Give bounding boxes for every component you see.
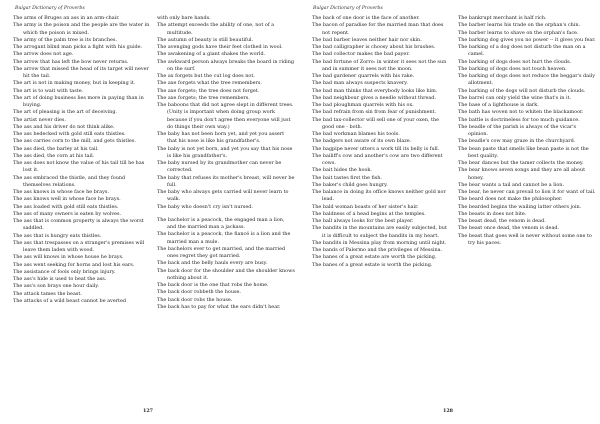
proverb-entry: The barking of dogs does not hurt the clouds. xyxy=(458,58,572,65)
proverb-entry: The ass bedecked with gold still eats thistles. xyxy=(13,131,126,137)
proverb-entry: The arrogant blind man picks a fight with his guide. xyxy=(13,44,143,50)
proverb-entry: The awakening of a giant shakes the world. xyxy=(157,51,266,58)
proverb-entry: The bandits in Messina play from morning until night. xyxy=(312,239,447,246)
proverb-entry: The back and the belly hauls every are busy. xyxy=(157,260,268,267)
proverb-entry: The arrow that has left the bow never returns. xyxy=(13,58,129,65)
proverb-entry: The beard does not make the philosopher. xyxy=(458,196,563,203)
proverb-entry: The ass knows in whose face he brays. xyxy=(13,189,109,195)
proverb-entry: The bad tax-collector will sell one of your oxen, the good one - both. xyxy=(312,116,440,130)
proverb-entry: The baby who doesn't cry isn't nursed. xyxy=(157,203,253,210)
proverb-entry: The bean paste that smells like bean paste is not the best quality. xyxy=(458,145,589,159)
proverb-entry: The baker's child goes hungry. xyxy=(312,181,388,188)
proverb-entry: The bailiff's cow and another's cow are two different cows. xyxy=(312,152,443,166)
proverb-entry: The bands of Palermo and the privileges of Messina. xyxy=(312,247,443,253)
proverb-entry: The ass embraced the thistle, and they found themselves relations. xyxy=(13,174,126,188)
proverb-entry: The beast that goes well is never without some one to try his paces. xyxy=(458,232,592,246)
proverb-entry: The autumn of beauty is still beautiful. xyxy=(157,36,254,43)
page-number: 128 xyxy=(443,408,454,414)
proverb-entry: The beast dead, the venom is dead. xyxy=(458,218,546,224)
proverb-entry: The attack tames the beast. xyxy=(13,290,82,297)
proverb-entry: The barking of the dogs will not disturb the clouds. xyxy=(458,87,586,94)
proverb-entry: The baboons that did not agree slept in different trees. (Unity is important when doing group work because if you don't agree then everyone will just do things their own way.) xyxy=(157,102,294,130)
proverb-entry: The avenging gods have their feet clothed in wool. xyxy=(157,44,283,50)
proverb-entry: The bad ploughman quarrels with his ox. xyxy=(312,102,414,108)
proverb-entry: The axe forgets; the tree does not forget. xyxy=(157,87,260,94)
proverb-entry: The ass does not know the value of his tail till he has lost it. xyxy=(13,160,145,174)
proverb-entry: The attacks of a wild beast cannot be averted xyxy=(13,297,127,304)
proverb-entry: The bachelor is a peacock, the fiancé is a lion and the married man a mule. xyxy=(157,231,291,245)
proverb-entry: The bald woman boasts of her sister's hair. xyxy=(312,203,419,210)
proverb-entry: The arms of Bruges an ass in an arm-chair. xyxy=(13,15,120,21)
proverb-entry: The back door for the shoulder and the shoulder knows nothing about it. xyxy=(157,267,295,281)
right-page xyxy=(300,0,600,424)
proverb-entry: The bear, he never can prevail to lion it for want of tail. xyxy=(458,189,596,195)
proverb-entry: The art of doing business lies more in paying than in buying. xyxy=(13,94,144,108)
proverb-entry: The ass died, the corn at his tail. xyxy=(13,152,95,159)
proverb-entry: The bandits in the mountains are easily subjected, but it is difficult to subject the bandits in my heart. xyxy=(312,225,447,239)
proverb-entry: The ass's hide is used to beat the ass. xyxy=(13,276,107,282)
proverb-entry: The ass died, the barley at his tail. xyxy=(13,145,99,152)
proverb-entry: The back door robs the house. xyxy=(157,296,233,303)
page-number: 127 xyxy=(143,408,154,414)
proverb-entry: The barking of dogs does not touch heaven. xyxy=(458,65,567,72)
right-page-column-1 xyxy=(312,15,450,269)
proverb-entry: The back of one door is the face of another. xyxy=(312,15,420,21)
proverb-entry: The back has to pay for what the ears didn't hear. xyxy=(157,303,281,310)
proverb-entry: The bait tastes first the fish. xyxy=(312,174,382,181)
proverb-entry: The barber learns his trade on the orphan's chin. xyxy=(458,22,581,29)
proverb-entry: The back door is the one that robs the home. xyxy=(157,282,269,288)
proverb-entry: The attempt exceeds the ability of one, not of a multitude. xyxy=(157,22,275,36)
proverb-entry: The arrow that missed the head of its target will never hit the tail. xyxy=(13,65,149,79)
proverb-entry: The barrel can only yield the wine that's in it. xyxy=(458,94,572,101)
left-page-column-1 xyxy=(13,15,151,305)
proverb-entry: The ass that is hungry eats thistles. xyxy=(13,232,102,239)
proverb-entry: The bad collector makes the bad payer. xyxy=(312,51,410,58)
proverb-entry: The ass that is common property is always the worst saddled. xyxy=(13,218,144,232)
proverb-entry: The ass went seeking for horns and lost his ears. xyxy=(13,261,135,268)
proverb-entry: The beast once dead, the venom is dead. xyxy=(458,225,560,232)
proverb-entry: The banes of a great estate are worth the picking. xyxy=(312,254,437,261)
proverb-entry: The ass that trespasses on a stranger's premises will leave them laden with wood. xyxy=(13,239,145,253)
proverb-entry: The ass of many owners is eaten by wolves. xyxy=(13,210,122,217)
proverb-entry: The bear wants a tail and cannot be a lion. xyxy=(458,181,565,188)
proverb-entry: The bad fortune of Zorro: in winter it sees not the sun and in summer it sees not the moon. xyxy=(312,58,447,72)
proverb-entry: The banes of a great estate is worth the picking. xyxy=(312,261,433,268)
proverb-entry: The baby has not been born yet, and yet you assert that his nose is like his grandfather's. xyxy=(157,131,285,145)
proverb-entry: The bad workman blames his tools. xyxy=(312,131,400,137)
proverb-entry: The beadle's cow may graze in the churchyard. xyxy=(458,138,576,145)
proverb-entry: The bachelors ever to get married, and the married ones regret they got married. xyxy=(157,245,286,259)
proverb-entry: The bacon of paradise for the married man that does not repent. xyxy=(312,22,444,36)
proverb-entry: The ass will knows in whose house he brays. xyxy=(13,254,124,261)
proverb-entry: The ass loaded with gold still eats thistles. xyxy=(13,203,119,210)
proverb-entry: The base of a lighthouse is dark. xyxy=(458,102,539,108)
proverb-entry: The ass carries corn to the mill, and gets thistles. xyxy=(13,138,136,145)
proverb-entry: The bath has woven not to whiten the blackamoor. xyxy=(458,109,584,116)
proverb-entry: The back door robbeth the house. xyxy=(157,289,241,296)
proverb-entry: The beadle of the parish is always of the vicar's opinion. xyxy=(458,123,577,137)
proverb-entry: The badgers not aware of its own blaze. xyxy=(312,138,412,145)
proverb-entry: The bad man always suspects knavery. xyxy=(312,80,408,87)
proverb-entry: The army of the palm tree is its branches. xyxy=(13,36,117,43)
proverb-entry: The ass's son brays one hour daily. xyxy=(13,283,100,290)
proverb-entry: The ax forgets but the cut log does not. xyxy=(157,73,255,79)
right-page-column-2 xyxy=(458,15,596,247)
proverb-entry: The baldness of a head begins at the temples. xyxy=(312,210,426,217)
proverb-entry: The baby nursed by its grandmother can never be corrected. xyxy=(157,160,282,174)
proverb-entry: The bad man thinks that everybody looks like him. xyxy=(312,87,438,94)
proverb-entry: The axe forgets; the tree remembers. xyxy=(157,94,250,101)
proverb-entry: The baby that refuses its mother's breast, will never be full. xyxy=(157,174,295,188)
proverb-entry: The bear knows seven songs and they are all about honey. xyxy=(458,167,586,181)
proverb-entry: The ass and his driver do not think alike. xyxy=(13,123,115,130)
proverb-entry: The bait hides the hook. xyxy=(312,167,372,174)
proverb-entry: The baby who always gets carried will never learn to walk. xyxy=(157,189,289,203)
proverb-entry: The baby is not yet born, and yet you say that his nose is like his grandfather's. xyxy=(157,145,293,159)
proverb-entry: The axe forgets what the tree remembers. xyxy=(157,80,262,87)
proverb-entry: The balance in doing its office knows neither gold nor lead. xyxy=(312,189,446,203)
proverb-entry: The bearded begins the wailing latter others join. xyxy=(458,203,582,210)
proverb-entry: The bad barber leaves neither hair nor skin. xyxy=(312,36,422,43)
proverb-entry: The awkward person always breaks the board in riding on the surf. xyxy=(157,58,295,72)
proverb-entry: The bear dances but the tamer collects the money. xyxy=(458,160,584,166)
proverb-entry: The barber learns to shave on the orphan's face. xyxy=(458,29,579,36)
proverb-entry: The bad refrain from sin from fear of punishment. xyxy=(312,109,437,116)
proverb-entry: with only bare hands. xyxy=(157,15,211,21)
proverb-entry: The barking of a dog does not disturb the man on a camel. xyxy=(458,44,586,58)
proverb-entry: The bad calligrapher is choosy about his brushes. xyxy=(312,44,436,50)
proverb-entry: The barking of dogs does not reduce the beggar's daily allotment. xyxy=(458,73,595,87)
proverb-entry: The bankrupt merchant is half rich. xyxy=(458,15,547,21)
proverb-entry: The army is the poison and the people are the water in which the poison is mixed. xyxy=(13,22,150,36)
proverb-entry: The artist never dies. xyxy=(13,116,66,123)
proverb-entry: The bad gardener quarrels with his rake. xyxy=(312,73,415,79)
proverb-entry: The barking dog gives you no power -- it gives you fear. xyxy=(458,36,596,43)
proverb-entry: The battle is doctrineless for too much guidance. xyxy=(458,116,580,123)
proverb-entry: The bagpipe never utters a work till its belly is full. xyxy=(312,145,440,152)
proverb-entry: The art of pleasing is the art of deceiving. xyxy=(13,109,118,116)
proverb-entry: The ass knows well in whose face he brays. xyxy=(13,196,121,203)
proverb-entry: The arrow does not age. xyxy=(13,51,74,58)
proverb-entry: The assistance of fools only brings injury. xyxy=(13,268,116,275)
proverb-entry: The ball always looks for the best player. xyxy=(312,218,414,224)
running-head: Bulgar Dictionary of Proverbs xyxy=(313,6,383,11)
proverb-entry: The bad neighbour gives a needle without thread. xyxy=(312,94,436,101)
proverb-entry: The bachelor is a peacock, the engaged man a lion, and the married man a jackass. xyxy=(157,216,285,230)
proverb-entry: The art is to wait with taste. xyxy=(13,87,84,94)
proverb-entry: The beasts in does not bite. xyxy=(458,210,527,217)
left-page-column-2 xyxy=(157,15,295,311)
proverb-entry: The art is not in making money, but in keeping it. xyxy=(13,80,136,87)
running-head: Bulgar Dictionary of Proverbs xyxy=(15,6,85,11)
